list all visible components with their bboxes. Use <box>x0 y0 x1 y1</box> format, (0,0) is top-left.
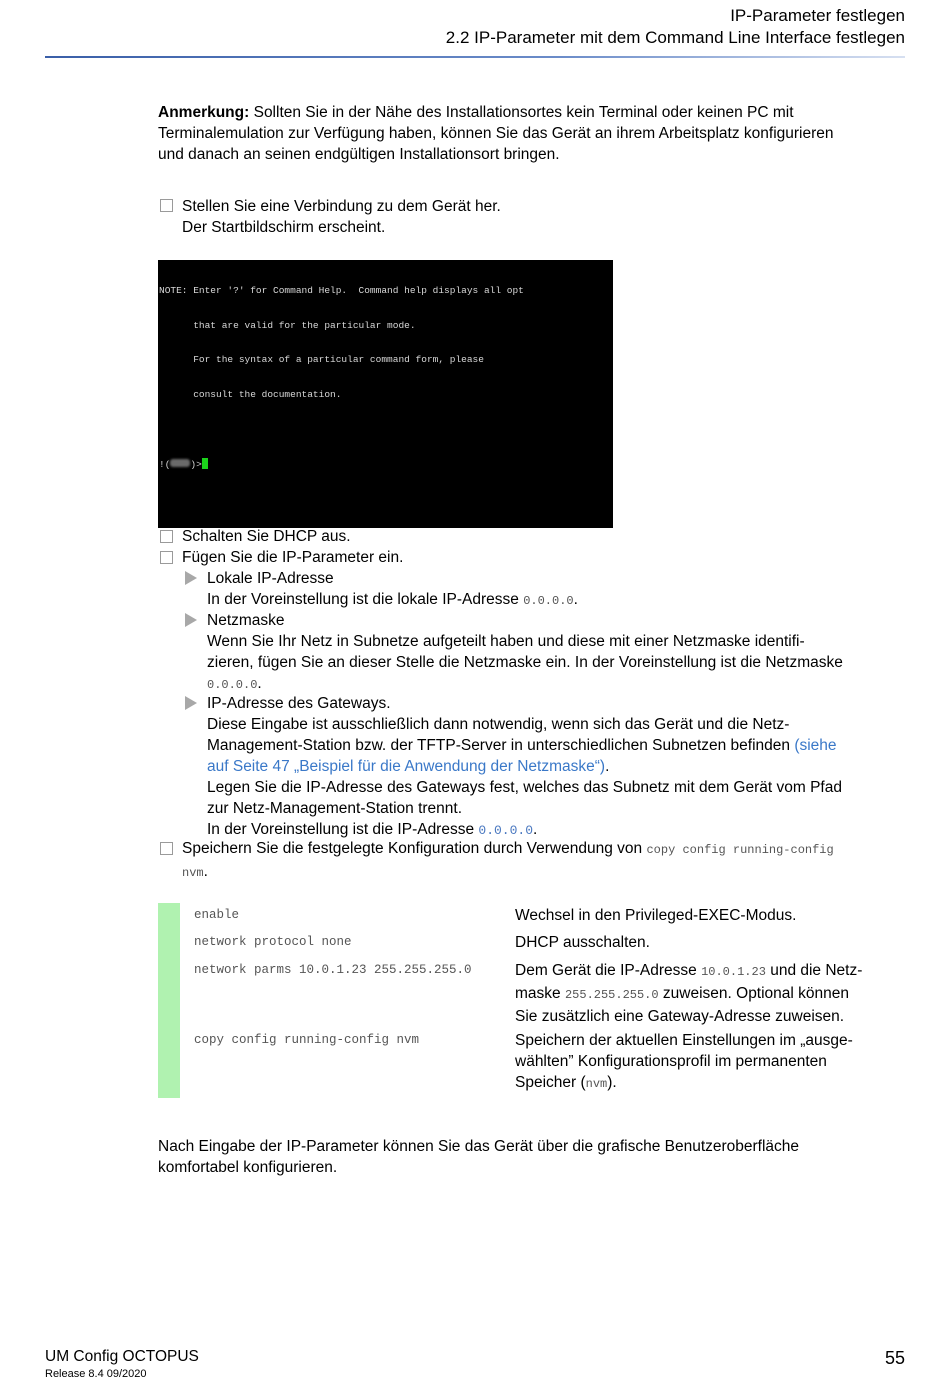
header-divider <box>45 56 905 58</box>
redacted-hostname <box>170 459 190 467</box>
step-dhcp: Schalten Sie DHCP aus. <box>182 528 351 545</box>
header-chapter: IP-Parameter festlegen <box>730 6 905 25</box>
note-label: Anmerkung: <box>158 104 250 121</box>
gateway-default: In der Voreinstellung ist die IP-Adresse 0.0.0.0. <box>207 821 538 838</box>
gateway-desc-3: auf Seite 47 „Beispiel für die Anwendung der Netzmaske“). <box>207 758 610 775</box>
step-checkbox <box>160 842 173 855</box>
page-footer <box>45 1348 199 1380</box>
page-number: 55 <box>884 1348 905 1368</box>
step-connect-result: Der Startbildschirm erscheint. <box>182 219 386 236</box>
terminal-line-1: NOTE: Enter '?' for Command Help. Command help displays all opt <box>159 285 524 296</box>
step-save-text: Speichern Sie die festgelegte Konfiguration durch Verwendung von <box>182 840 647 857</box>
gateway-desc-1: Diese Eingabe ist ausschließlich dann notwendig, wenn sich das Gerät und die Netz- <box>207 716 790 733</box>
gateway-desc-4: Legen Sie die IP-Adresse des Gateways fest, welches das Subnetz mit dem Gerät vom Pfad <box>207 779 842 796</box>
gateway-crossref-link-cont[interactable]: auf Seite 47 „Beispiel für die Anwendung der Netzmaske“) <box>207 758 606 775</box>
command-block-marker <box>158 903 180 1098</box>
netmask-value: 0.0.0.0 <box>207 678 258 692</box>
terminal-line-2: that are valid for the particular mode. <box>159 319 416 331</box>
command-protocol-none-desc: DHCP ausschalten. <box>515 934 650 951</box>
header-section: 2.2 IP-Parameter mit dem Command Line Interface festlegen <box>445 28 905 47</box>
command-copy-config-desc: Speichern der aktuellen Einstellungen im „ausge- wählten” Konfigurationsprofil im permanenten Speicher (nvm). <box>515 1032 853 1091</box>
footer-release: Release 8.4 09/2020 <box>45 1368 147 1380</box>
step-checkbox <box>160 551 173 564</box>
gateway-item <box>207 693 842 841</box>
netmask-default: 0.0.0.0. <box>207 675 262 692</box>
bullet-triangle-icon <box>185 696 197 710</box>
ip-value: 10.0.1.23 <box>701 965 766 979</box>
step-checkbox <box>160 530 173 543</box>
bullet-triangle-icon <box>185 571 197 585</box>
closing-paragraph <box>158 1136 799 1178</box>
terminal-cursor <box>202 458 208 469</box>
gateway-crossref-link[interactable]: (siehe <box>794 737 837 754</box>
local-ip-title: Lokale IP-Adresse <box>207 570 334 587</box>
netmask-item <box>207 610 843 696</box>
gateway-value: 0.0.0.0 <box>478 823 534 838</box>
note-text-3: und danach an seinen endgültigen Installationsort bringen. <box>158 146 560 163</box>
command-network-parms-desc: Dem Gerät die IP-Adresse 10.0.1.23 und die Netz- maske 255.255.255.0 zuweisen. Optional können Sie zusätzlich eine Gateway-Adresse zuweisen. <box>515 962 863 1025</box>
save-command-1: copy config running-config <box>646 843 834 857</box>
command-enable-desc: Wechsel in den Privileged-EXEC-Modus. <box>515 907 797 924</box>
note-text-1: Sollten Sie in der Nähe des Installationsortes kein Terminal oder keinen PC mit <box>249 104 794 121</box>
note-paragraph <box>158 102 834 165</box>
step-checkbox <box>160 199 173 212</box>
command-copy-config: copy config running-config nvm <box>194 1033 420 1047</box>
step-params: Fügen Sie die IP-Parameter ein. <box>182 549 404 566</box>
terminal-line-3: For the syntax of a particular command form, please <box>159 354 484 365</box>
step-connect <box>182 196 501 238</box>
local-ip-desc: In der Voreinstellung ist die lokale IP-Adresse 0.0.0.0. <box>207 591 578 608</box>
footer-document-title: UM Config OCTOPUS <box>45 1348 199 1365</box>
terminal-prompt: !( )> <box>159 458 613 471</box>
netmask-title: Netzmaske <box>207 612 285 629</box>
step-connect-text: Stellen Sie eine Verbindung zu dem Gerät her. <box>182 198 501 215</box>
terminal-line-4: consult the documentation. <box>159 388 342 400</box>
closing-text-2: komfortabel konfigurieren. <box>158 1159 338 1176</box>
note-text-2: Terminalemulation zur Verfügung haben, können Sie das Gerät an ihrem Arbeitsplatz konfigurieren <box>158 125 834 142</box>
step-save: Speichern Sie die festgelegte Konfiguration durch Verwendung von copy config running-config nvm. <box>182 840 834 880</box>
nvm-value: nvm <box>585 1077 608 1091</box>
gateway-title: IP-Adresse des Gateways. <box>207 695 391 712</box>
local-ip-item <box>207 568 578 612</box>
gateway-desc-2: Management-Station bzw. der TFTP-Server in unterschiedlichen Subnetzen befinden (siehe <box>207 737 837 754</box>
closing-text-1: Nach Eingabe der IP-Parameter können Sie das Gerät über die grafische Benutzeroberfläche <box>158 1138 800 1155</box>
netmask-desc-2: zieren, fügen Sie an dieser Stelle die Netzmaske ein. In der Voreinstellung ist die Netzmaske <box>207 654 843 671</box>
gateway-desc-5: zur Netz-Management-Station trennt. <box>207 800 463 817</box>
mask-value: 255.255.255.0 <box>564 988 659 1002</box>
page-header <box>446 5 905 49</box>
command-protocol-none: network protocol none <box>194 935 352 949</box>
save-command-2: nvm <box>182 866 204 880</box>
command-enable: enable <box>194 908 240 922</box>
bullet-triangle-icon <box>185 613 197 627</box>
local-ip-value: 0.0.0.0 <box>523 594 574 608</box>
command-network-parms: network parms 10.0.1.23 255.255.255.0 <box>194 963 472 977</box>
terminal-screenshot <box>158 260 613 528</box>
netmask-desc-1: Wenn Sie Ihr Netz in Subnetze aufgeteilt haben und diese mit einer Netzmaske identifi- <box>207 633 805 650</box>
